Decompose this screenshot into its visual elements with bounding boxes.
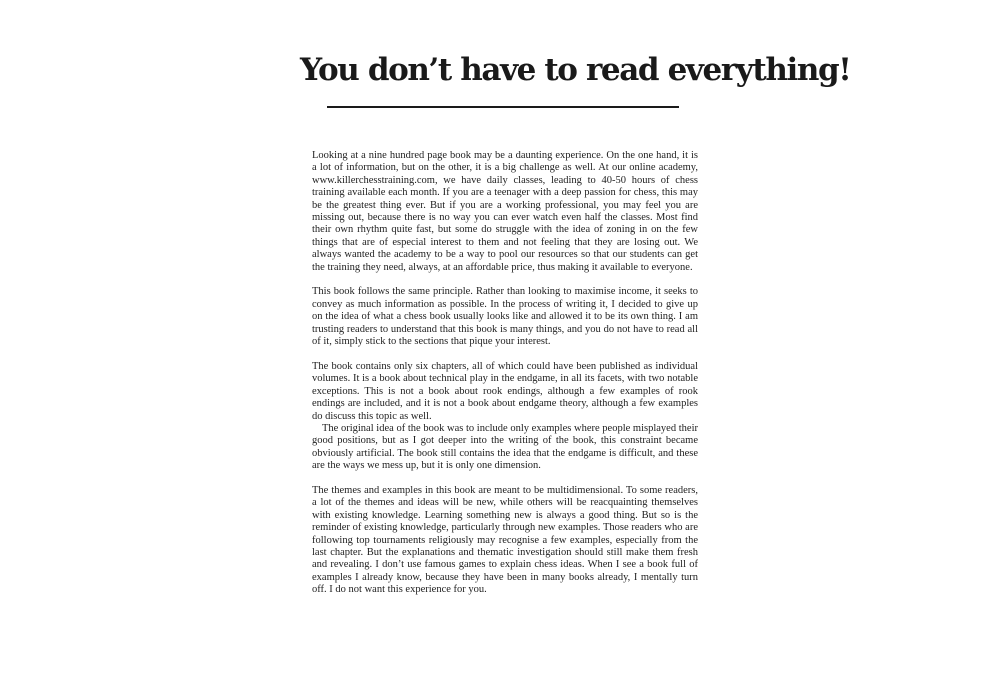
paragraph-3: The book contains only six chapters, all of which could have been published as individual volumes. It is a book about technical play in the endgame, in all its facets, with two notable exceptions. This is not a book about rook endings, although a few examples of rook endings are included, and it is not a book about endgame theory, although a few examples do discuss this topic as well.	[312, 360, 698, 422]
paragraph-2: This book follows the same principle. Rather than looking to maximise income, it seeks to convey as much information as possible. In the process of writing it, I decided to give up on the idea of what a chess book usually looks like and allowed it to be its own thing. I am trusting readers to understand that this book is many things, and you do not have to read all of it, simply stick to the sections that pique your interest.	[312, 286, 698, 348]
title-underline	[327, 106, 679, 108]
page-title: You don’t have to read everything!	[300, 52, 851, 88]
body-text	[312, 150, 698, 597]
paragraph-5: The themes and examples in this book are meant to be multidimensional. To some readers, a lot of the themes and ideas will be new, while others will be reacquainting themselves with existing knowledge. Learning something new is always a good thing. But so is the reminder of existing knowledge, particularly through new examples. Those readers who are following top tournaments religiously may recognise a few examples, especially from the last chapter. But the explanations and thematic investigation should still make them fresh and revealing. I don’t use famous games to explain chess ideas. When I see a book full of examples I already know, because they have been in many books already, I mentally turn off. I do not want this experience for you.	[312, 484, 698, 596]
paragraph-1: Looking at a nine hundred page book may be a daunting experience. On the one hand, it is a lot of information, but on the other, it is a big challenge as well. At our online academy, www.killerchesstraining.com, we have daily classes, leading to 40-50 hours of chess training available each month. If you are a teenager with a deep passion for chess, this may be the greatest thing ever. But if you are a working professional, you may feel you are missing out, because there is no way you can ever watch even half the classes. Most find their own rhythm quite fast, but some do struggle with the idea of zoning in on the few things that are of especial interest to them and not feeling that they are losing out. We always wanted the academy to be a way to pool our resources so that our students can get the training they need, always, at an affordable price, thus making it available to everyone.	[312, 150, 698, 273]
paragraph-4: The original idea of the book was to include only examples where people misplayed their good positions, but as I got deeper into the writing of the book, this constraint became obviously artificial. The book still contains the idea that the endgame is difficult, and these are the ways we mess up, but it is only one dimension.	[312, 422, 698, 472]
